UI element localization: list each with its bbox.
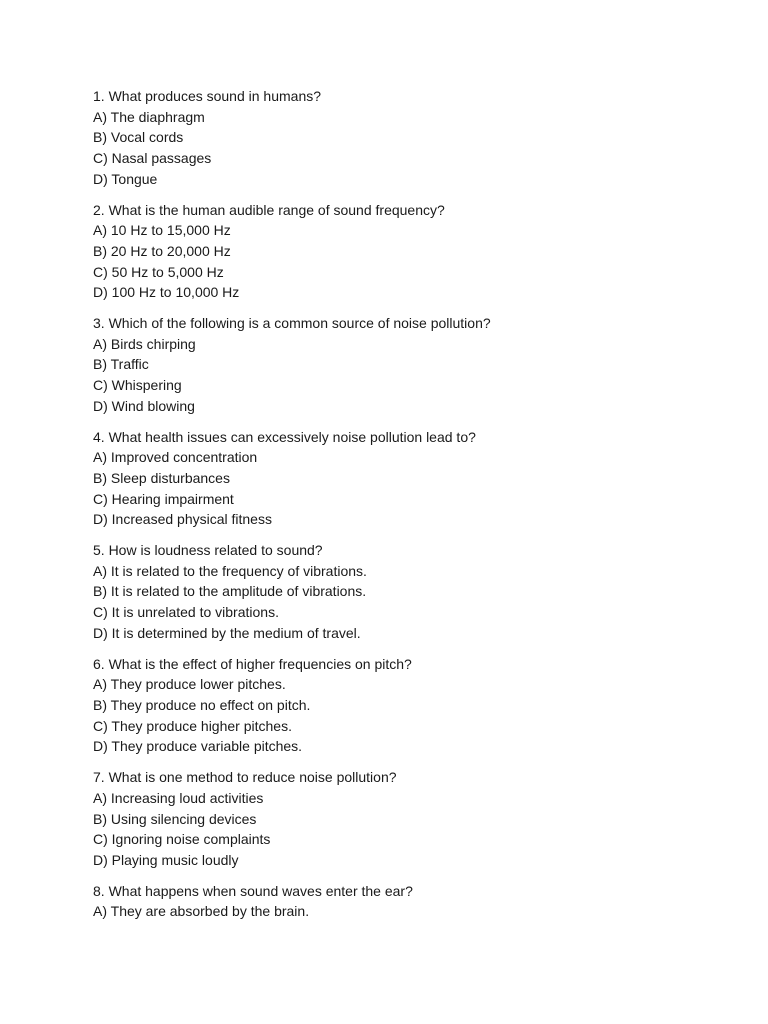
answer-option: A) 10 Hz to 15,000 Hz <box>93 222 231 239</box>
answer-option: C) Ignoring noise complaints <box>93 831 271 848</box>
answer-option: C) 50 Hz to 5,000 Hz <box>93 263 224 280</box>
question-3 <box>93 313 733 417</box>
answer-option: B) Using silencing devices <box>93 810 257 827</box>
answer-option: A) They are absorbed by the brain. <box>93 903 310 920</box>
answer-option: A) Improved concentration <box>93 449 258 466</box>
answer-option: D) They produce variable pitches. <box>93 738 303 755</box>
answer-option: D) Increased physical fitness <box>93 511 272 528</box>
question-text: 5. How is loudness related to sound? <box>93 542 323 559</box>
question-2 <box>93 200 733 304</box>
question-text: 3. Which of the following is a common source of noise pollution? <box>93 315 491 332</box>
answer-option: A) They produce lower pitches. <box>93 676 286 693</box>
answer-option: C) They produce higher pitches. <box>93 717 292 734</box>
question-7 <box>93 767 733 871</box>
answer-option: A) Birds chirping <box>93 335 196 352</box>
question-text: 4. What health issues can excessively noise pollution lead to? <box>93 428 476 445</box>
answer-option: C) Whispering <box>93 377 182 394</box>
question-4 <box>93 427 733 531</box>
question-text: 8. What happens when sound waves enter the ear? <box>93 882 413 899</box>
answer-option: D) 100 Hz to 10,000 Hz <box>93 284 240 301</box>
answer-option: B) Sleep disturbances <box>93 469 230 486</box>
answer-option: C) It is unrelated to vibrations. <box>93 604 279 621</box>
answer-option: B) Vocal cords <box>93 129 184 146</box>
answer-option: A) It is related to the frequency of vibrations. <box>93 562 367 579</box>
question-text: 1. What produces sound in humans? <box>93 88 322 104</box>
question-1 <box>93 86 733 190</box>
answer-option: B) 20 Hz to 20,000 Hz <box>93 242 231 259</box>
answer-option: B) Traffic <box>93 356 149 373</box>
answer-option: C) Nasal passages <box>93 150 212 167</box>
quiz-page <box>93 86 733 932</box>
answer-option: D) Tongue <box>93 170 158 187</box>
answer-option: A) Increasing loud activities <box>93 789 264 806</box>
question-text: 6. What is the effect of higher frequencies on pitch? <box>93 655 412 672</box>
answer-option: D) Wind blowing <box>93 397 195 414</box>
question-6 <box>93 654 733 758</box>
question-5 <box>93 540 733 644</box>
question-8 <box>93 881 733 922</box>
answer-option: B) They produce no effect on pitch. <box>93 696 311 713</box>
answer-option: D) It is determined by the medium of travel. <box>93 624 361 641</box>
answer-option: C) Hearing impairment <box>93 490 234 507</box>
question-text: 7. What is one method to reduce noise pollution? <box>93 769 397 786</box>
answer-option: A) The diaphragm <box>93 108 205 125</box>
question-text: 2. What is the human audible range of sound frequency? <box>93 201 445 218</box>
answer-option: B) It is related to the amplitude of vibrations. <box>93 583 367 600</box>
answer-option: D) Playing music loudly <box>93 851 239 868</box>
